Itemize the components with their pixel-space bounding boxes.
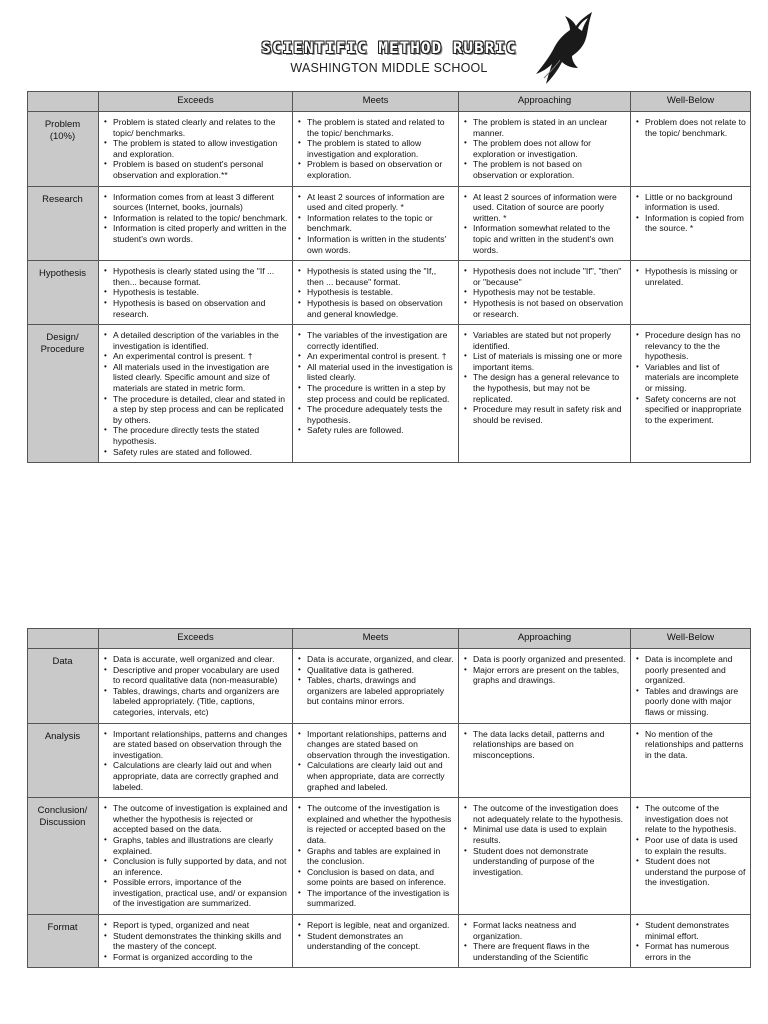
rubric-row <box>28 112 751 187</box>
criteria-item: • Safety rules are stated and followed. <box>102 447 288 458</box>
criteria-list <box>296 920 454 952</box>
cell-exceeds <box>99 261 293 325</box>
criteria-item: • Poor use of data is used to explain the results. <box>634 835 746 856</box>
criteria-item: • Hypothesis may not be testable. <box>462 287 626 298</box>
criteria-item: • Data is accurate, organized, and clear. <box>296 654 454 665</box>
rubric-row <box>28 325 751 463</box>
criteria-item: • Information is related to the topic/ benchmark. <box>102 213 288 224</box>
criteria-item: • The outcome of investigation is explained and whether the hypothesis is rejected or accepted based on the data. <box>102 803 288 835</box>
criterion-cell <box>28 915 99 968</box>
cell-exceeds <box>99 915 293 968</box>
criteria-item: • Graphs, tables and illustrations are clearly explained. <box>102 835 288 856</box>
criteria-item: • Information relates to the topic or benchmark. <box>296 213 454 234</box>
criteria-item: • The design has a general relevance to the hypothesis, but may not be replicated. <box>462 372 626 404</box>
cell-well-below <box>631 186 751 261</box>
criteria-item: • An experimental control is present. † <box>296 351 454 362</box>
criteria-item: • Procedure may result in safety risk and should be revised. <box>462 404 626 425</box>
criteria-list <box>634 729 746 761</box>
cell-meets <box>293 649 459 724</box>
criteria-list <box>634 654 746 718</box>
criteria-item: • Variables are stated but not properly identified. <box>462 330 626 351</box>
criteria-item: • Possible errors, importance of the investigation, practical use, and/ or expansion of the investigation are summarized. <box>102 877 288 909</box>
criteria-item: • Safety rules are followed. <box>296 425 454 436</box>
criteria-item: • The procedure is detailed, clear and stated in a step by step process and can be replicated by others. <box>102 394 288 426</box>
criteria-list <box>634 803 746 888</box>
criteria-item: • Tables, charts, drawings and organizers are labeled appropriately but contains minor errors. <box>296 675 454 707</box>
cell-well-below <box>631 649 751 724</box>
criteria-item: • The procedure adequately tests the hypothesis. <box>296 404 454 425</box>
criteria-item: • All materials used in the investigation are listed clearly. Specific amount and size of materials are stated in metric form. <box>102 362 288 394</box>
criteria-item: • Conclusion is based on data, and some points are based on inference. <box>296 867 454 888</box>
criteria-list <box>102 266 288 319</box>
cell-well-below <box>631 325 751 463</box>
criteria-item: • At least 2 sources of information were used. Citation of source are poorly written. * <box>462 192 626 224</box>
header-row <box>28 92 751 112</box>
criteria-item: • Variables and list of materials are incomplete or missing. <box>634 362 746 394</box>
header-approaching: Approaching <box>459 92 631 112</box>
criterion-label: Procedure <box>40 343 85 355</box>
criterion-cell <box>28 325 99 463</box>
criteria-list <box>462 803 626 877</box>
criteria-item: • Information is cited properly and written in the student's own words. <box>102 223 288 244</box>
rubric-table-part-2 <box>27 628 751 968</box>
criteria-item: • Hypothesis does not include "If", "then" or "because" <box>462 266 626 287</box>
criteria-item: • Conclusion is fully supported by data, and not an inference. <box>102 856 288 877</box>
criterion-label: Discussion <box>39 816 86 828</box>
criteria-item: • Format is organized according to the <box>102 952 288 963</box>
criteria-item: • At least 2 sources of information are used and cited properly. * <box>296 192 454 213</box>
cell-meets <box>293 325 459 463</box>
criterion-cell <box>28 723 99 798</box>
criteria-item: • Calculations are clearly laid out and when appropriate, data are correctly graphed and labeled. <box>102 760 288 792</box>
criteria-list <box>462 654 626 686</box>
cell-well-below <box>631 261 751 325</box>
criteria-item: • There are frequent flaws in the understanding of the Scientific <box>462 941 626 962</box>
criterion-label: Research <box>42 193 83 205</box>
criteria-item: • Hypothesis is testable. <box>296 287 454 298</box>
criteria-list <box>462 266 626 319</box>
header-criterion <box>28 92 99 112</box>
criteria-item: • The problem is stated to allow investigation and exploration. <box>102 138 288 159</box>
criteria-item: • The outcome of the investigation does not adequately relate to the hypothesis. <box>462 803 626 824</box>
criteria-list <box>296 654 454 707</box>
criteria-item: • Important relationships, patterns and changes are stated based on observation through the investigation. <box>296 729 454 761</box>
criterion-label: Hypothesis <box>39 268 86 280</box>
criteria-item: • Hypothesis is not based on observation or research. <box>462 298 626 319</box>
cell-meets <box>293 798 459 915</box>
criteria-list <box>634 192 746 234</box>
criteria-item: • The procedure directly tests the stated hypothesis. <box>102 425 288 446</box>
criteria-item: • The outcome of the investigation does not relate to the hypothesis. <box>634 803 746 835</box>
rubric-row <box>28 723 751 798</box>
criteria-item: • The procedure is written in a step by step process and could be replicated. <box>296 383 454 404</box>
criteria-item: • The problem is not based on observation or exploration. <box>462 159 626 180</box>
criteria-item: • No mention of the relationships and patterns in the data. <box>634 729 746 761</box>
cell-meets <box>293 186 459 261</box>
cell-approaching <box>459 649 631 724</box>
criteria-item: • Report is legible, neat and organized. <box>296 920 454 931</box>
criteria-item: • Student demonstrates minimal effort. <box>634 920 746 941</box>
criteria-item: • Student does not demonstrate understanding of purpose of the investigation. <box>462 846 626 878</box>
document-header <box>0 0 768 90</box>
cell-approaching <box>459 112 631 187</box>
header-criterion <box>28 629 99 649</box>
cell-approaching <box>459 798 631 915</box>
criteria-list <box>102 117 288 181</box>
criteria-list <box>102 803 288 909</box>
criteria-item: • Data is poorly organized and presented. <box>462 654 626 665</box>
document-title: SCIENTIFIC METHOD RUBRIC <box>261 38 517 57</box>
header-well-below: Well-Below <box>631 629 751 649</box>
header-exceeds: Exceeds <box>99 629 293 649</box>
criteria-item: • Problem is based on student's personal observation and exploration.** <box>102 159 288 180</box>
cell-exceeds <box>99 723 293 798</box>
criteria-item: • All material used in the investigation is listed clearly. <box>296 362 454 383</box>
criteria-list <box>462 192 626 256</box>
criteria-item: • Procedure design has no relevancy to the the hypothesis. <box>634 330 746 362</box>
criteria-item: • Hypothesis is clearly stated using the "If ... then... because format. <box>102 266 288 287</box>
criteria-item: • Major errors are present on the tables, graphs and drawings. <box>462 665 626 686</box>
cell-approaching <box>459 915 631 968</box>
criteria-item: • Hypothesis is missing or unrelated. <box>634 266 746 287</box>
criteria-list <box>634 920 746 962</box>
cell-approaching <box>459 325 631 463</box>
criteria-list <box>296 117 454 181</box>
criterion-cell <box>28 186 99 261</box>
criteria-list <box>634 266 746 287</box>
criteria-list <box>102 192 288 245</box>
criteria-item: • Data is incomplete and poorly presented and organized. <box>634 654 746 686</box>
criterion-label: Design/ <box>46 332 79 344</box>
cell-meets <box>293 723 459 798</box>
criteria-item: • Information comes from at least 3 different sources (Internet, books, journals) <box>102 192 288 213</box>
rubric-row <box>28 798 751 915</box>
criteria-item: • List of materials is missing one or more important items. <box>462 351 626 372</box>
criteria-list <box>462 117 626 181</box>
criteria-list <box>462 920 626 962</box>
criteria-item: • Hypothesis is based on observation and research. <box>102 298 288 319</box>
criteria-list <box>102 729 288 793</box>
criteria-list <box>296 330 454 436</box>
header-well-below: Well-Below <box>631 92 751 112</box>
criteria-item: • A detailed description of the variables in the investigation is identified. <box>102 330 288 351</box>
cell-exceeds <box>99 798 293 915</box>
criteria-list <box>102 654 288 718</box>
criteria-list <box>634 117 746 138</box>
criteria-item: • Hypothesis is stated using the "If,, then ... because" format. <box>296 266 454 287</box>
criteria-item: • Qualitative data is gathered. <box>296 665 454 676</box>
criteria-item: • Data is accurate, well organized and clear. <box>102 654 288 665</box>
school-name: WASHINGTON MIDDLE SCHOOL <box>290 61 488 75</box>
cell-exceeds <box>99 649 293 724</box>
criteria-item: • The problem does not allow for exploration or investigation. <box>462 138 626 159</box>
criterion-label: Data <box>52 656 73 667</box>
criteria-item: • The outcome of the investigation is explained and whether the hypothesis is rejected or accepted based on the data. <box>296 803 454 845</box>
header-meets: Meets <box>293 629 459 649</box>
cell-meets <box>293 112 459 187</box>
cell-meets <box>293 915 459 968</box>
criteria-list <box>634 330 746 425</box>
criteria-item: • Hypothesis is testable. <box>102 287 288 298</box>
criteria-item: • Student demonstrates the thinking skills and the mastery of the concept. <box>102 931 288 952</box>
cell-approaching <box>459 186 631 261</box>
header-row <box>28 629 751 649</box>
cell-well-below <box>631 723 751 798</box>
criterion-label: (10%) <box>49 130 76 142</box>
criteria-item: • The problem is stated to allow investigation and exploration. <box>296 138 454 159</box>
criteria-item: • The data lacks detail, patterns and relationships are based on misconceptions. <box>462 729 626 761</box>
rubric-row <box>28 915 751 968</box>
criterion-cell <box>28 798 99 915</box>
criteria-item: • Hypothesis is based on observation and general knowledge. <box>296 298 454 319</box>
criteria-item: • Information is copied from the source. * <box>634 213 746 234</box>
cell-approaching <box>459 261 631 325</box>
cell-exceeds <box>99 325 293 463</box>
criteria-list <box>296 192 454 256</box>
criteria-item: • Calculations are clearly laid out and when appropriate, data are correctly graphed and labeled. <box>296 760 454 792</box>
criteria-item: • Important relationships, patterns and changes are stated based on observation through the investigation. <box>102 729 288 761</box>
criterion-cell <box>28 112 99 187</box>
cell-well-below <box>631 798 751 915</box>
criteria-item: • Information somewhat related to the topic and written in the student's own words. <box>462 223 626 255</box>
criteria-item: • Report is typed, organized and neat <box>102 920 288 931</box>
criteria-item: • Student does not understand the purpose of the investigation. <box>634 856 746 888</box>
cell-approaching <box>459 723 631 798</box>
criteria-list <box>462 330 626 425</box>
criteria-item: • The problem is stated in an unclear manner. <box>462 117 626 138</box>
criteria-item: • Problem is stated clearly and relates to the topic/ benchmarks. <box>102 117 288 138</box>
criteria-item: • Student demonstrates an understanding of the concept. <box>296 931 454 952</box>
eagle-icon <box>530 8 600 88</box>
rubric-row <box>28 649 751 724</box>
criteria-list <box>462 729 626 761</box>
criteria-item: • Safety concerns are not specified or inappropriate to the experiment. <box>634 394 746 426</box>
criteria-item: • The problem is stated and related to the topic/ benchmarks. <box>296 117 454 138</box>
criterion-label: Format <box>47 922 78 934</box>
criteria-list <box>102 920 288 962</box>
criteria-item: • Descriptive and proper vocabulary are used to record qualitative data (non-measurable) <box>102 665 288 686</box>
criterion-cell <box>28 649 99 724</box>
criteria-item: • Problem does not relate to the topic/ benchmark. <box>634 117 746 138</box>
cell-meets <box>293 261 459 325</box>
criteria-item: • Tables, drawings, charts and organizers are labeled appropriately. (Title, captions, categories, intervals, etc) <box>102 686 288 718</box>
cell-well-below <box>631 112 751 187</box>
criteria-item: • Format lacks neatness and organization. <box>462 920 626 941</box>
rubric-row <box>28 186 751 261</box>
criteria-item: • Graphs and tables are explained in the conclusion. <box>296 846 454 867</box>
header-meets: Meets <box>293 92 459 112</box>
cell-exceeds <box>99 186 293 261</box>
criteria-item: • Tables and drawings are poorly done with major flaws or missing. <box>634 686 746 718</box>
criteria-item: • Minimal use data is used to explain results. <box>462 824 626 845</box>
rubric-table-part-1 <box>27 91 751 463</box>
criteria-list <box>102 330 288 457</box>
criteria-item: • The variables of the investigation are correctly identified. <box>296 330 454 351</box>
criteria-item: • Little or no background information is used. <box>634 192 746 213</box>
criteria-item: • An experimental control is present. † <box>102 351 288 362</box>
criteria-item: • Information is written in the students' own words. <box>296 234 454 255</box>
criteria-item: • Format has numerous errors in the <box>634 941 746 962</box>
criteria-list <box>296 803 454 909</box>
criterion-label: Problem <box>44 119 81 130</box>
criterion-label: Conclusion/ <box>37 805 88 817</box>
rubric-row <box>28 261 751 325</box>
header-exceeds: Exceeds <box>99 92 293 112</box>
cell-well-below <box>631 915 751 968</box>
criteria-list <box>296 266 454 319</box>
criterion-label: Analysis <box>44 730 81 742</box>
criterion-cell <box>28 261 99 325</box>
cell-exceeds <box>99 112 293 187</box>
criteria-item: • Problem is based on observation or exploration. <box>296 159 454 180</box>
header-approaching: Approaching <box>459 629 631 649</box>
criteria-list <box>296 729 454 793</box>
criteria-item: • The importance of the investigation is summarized. <box>296 888 454 909</box>
